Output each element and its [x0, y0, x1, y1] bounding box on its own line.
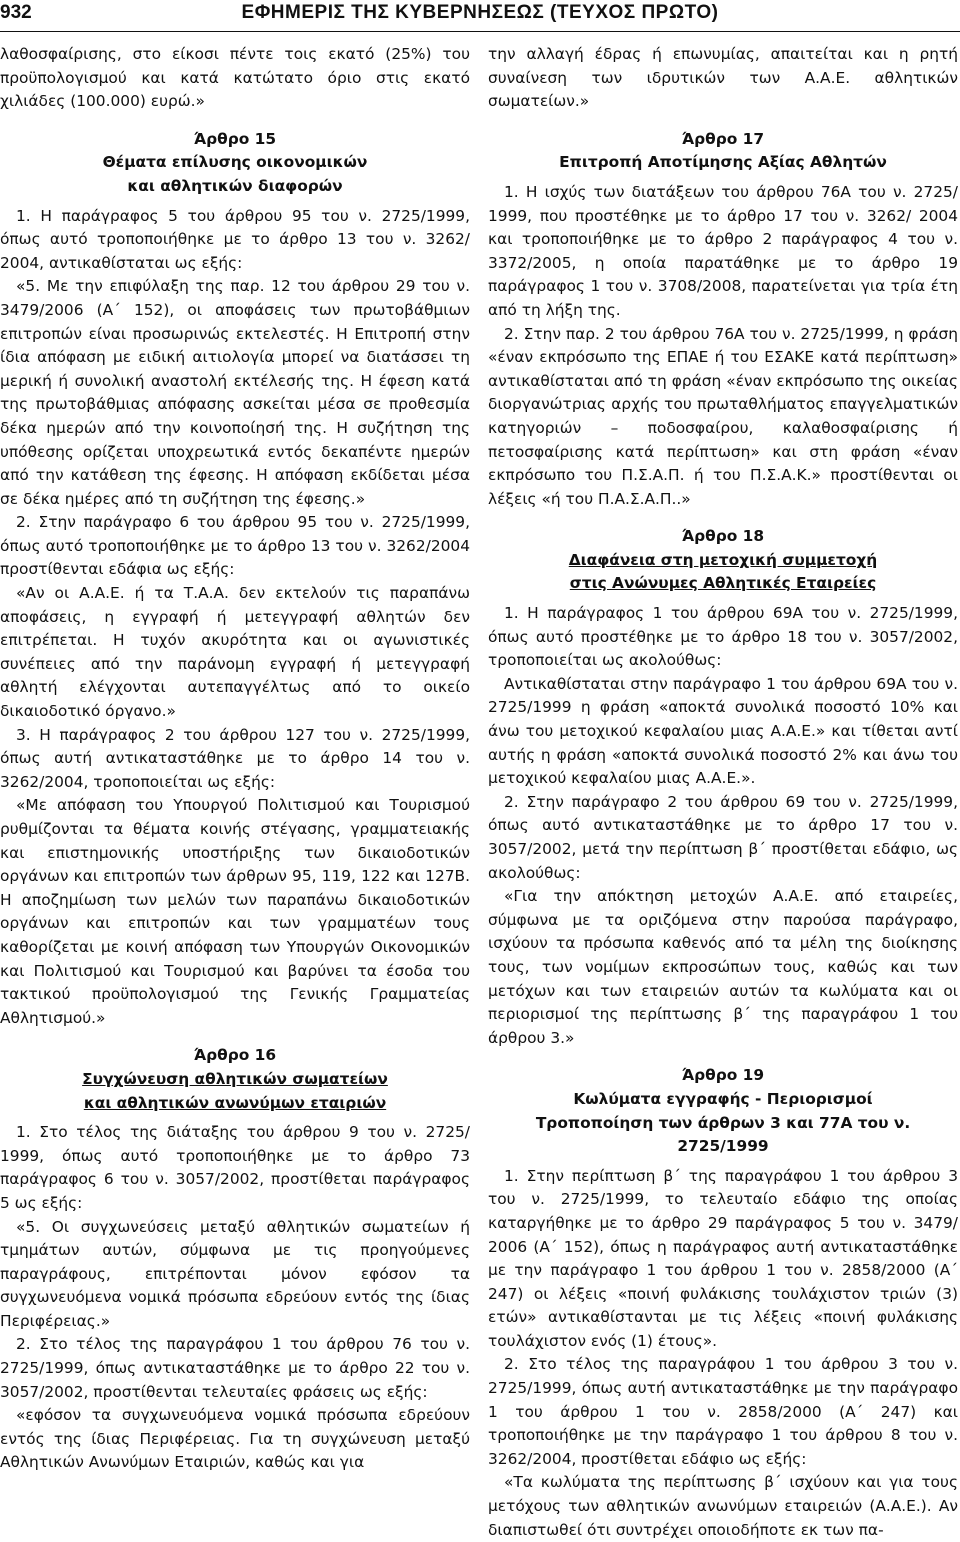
article-17-paragraph-1: 1. Η ισχύς των διατάξεων του άρθρου 76Α του ν. 2725/ 1999, που προστέθηκε με το άρθρο 17 του ν. 3262/ 2004 και τροποποιήθηκε με το άρθρο 2 παράγραφος 4 του ν. 3372/2005, η οποία παρατάθηκε με το άρθρο 19 παράγραφος 1 του ν. 3708/2008, παρατείνεται για τρία έτη από τη λήξη της.: [488, 182, 958, 319]
article-18-paragraph-2: Αντικαθίσταται στην παράγραφο 1 του άρθρου 69Α του ν. 2725/1999 η φράση «αποκτά συνολικά ποσοστό 10% και άνω του μετοχικού κεφαλαίου μιας Α.Α.Ε.» και τίθεται αντί αυτής η φράση «αποκτά συνολικά ποσοστό 2% και άνω του μετοχικού κεφαλαίου μιας Α.Α.Ε.».: [488, 674, 958, 788]
article-18-title-line-2: στις Ανώνυμες Αθλητικές Εταιρείες: [569, 574, 877, 593]
article-15-title-line-1: Θέματα επίλυσης οικονομικών: [102, 153, 368, 172]
article-18-title-line-1: Διαφάνεια στη μετοχική συμμετοχή: [568, 550, 878, 569]
article-15-heading: [0, 128, 470, 199]
article-18-paragraph-1: 1. Η παράγραφος 1 του άρθρου 69Α του ν. 2725/1999, όπως αυτό προστέθηκε με το άρθρο 18 του ν. 3057/2002, τροποποιείται ως ακολούθως:: [488, 604, 958, 670]
article-16-paragraph-1: 1. Στο τέλος της διάταξης του άρθρου 9 του ν. 2725/ 1999, όπως αυτό τροποποιήθηκε με το άρθρο 73 παράγραφος 6 του ν. 3057/2002, προστίθεται παράγραφος 5 ως εξής:: [0, 1123, 470, 1212]
article-19-paragraph-2: 2. Στο τέλος της παραγράφου 1 του άρθρου 3 του ν. 2725/1999, όπως αυτή αντικαταστάθηκε με την παράγραφο 1 του άρθρου 1 του ν. 2858/2000 (Α΄ 247) και τροποποιήθηκε με την παράγραφο 1 του άρθρου 8 του ν. 3262/2004, προστίθεται εδάφιο ως εξής:: [488, 1355, 958, 1468]
article-15-title-line-2: και αθλητικών διαφορών: [127, 176, 343, 195]
article-16-title-line-1: Συγχώνευση αθλητικών σωματείων: [82, 1069, 388, 1088]
article-19-number: Άρθρο 19: [681, 1066, 765, 1085]
article-19-title-line-1: Κωλύματα εγγραφής - Περιορισμοί: [573, 1089, 873, 1108]
page-header: [0, 0, 960, 32]
left-opening-paragraph: λαθοσφαίρισης, στο είκοσι πέντε τοις εκατό (25%) του προϋπολογισμού και κατά κατώτατο όριο στις εκατό χιλιάδες (100.000) ευρώ.»: [0, 45, 470, 111]
article-17-number: Άρθρο 17: [681, 129, 765, 148]
article-16-title-line-2: και αθλητικών ανωνύμων εταιριών: [83, 1093, 387, 1112]
article-15-paragraph-4: «Αν οι Α.Α.Ε. ή τα Τ.Α.Α. δεν εκτελούν τις παραπάνω αποφάσεις, η εγγραφή ή μετεγγραφή αθλητών δεν επιτρέπεται. Η τυχόν ακυρότητα και οι αγωνιστικές συνέπειες από την παράνομη εγγραφή ή μετεγγραφή αθλητή ελέγχονται αυτεπαγγέλτως από το οικείο δικαιοδοτικό όργανο.»: [0, 584, 470, 721]
article-15-number: Άρθρο 15: [193, 129, 277, 148]
article-16-heading: [0, 1044, 470, 1115]
article-15-paragraph-6: «Με απόφαση του Υπουργού Πολιτισμού και Τουρισμού ρυθμίζονται τα θέματα κοινής στέγασης, γραμματειακής και επιστημονικής υποστήριξης των δικαιοδοτικών οργάνων και επιτροπών των άρθρων 95, 119, 122 και 127Β. Η αποζημίωση των μελών των παραπάνω δικαιοδοτικών οργάνων και επιτροπών και των γραμματέων τους καθορίζεται με κοινή απόφαση των Υπουργών Οικονομικών και Πολιτισμού και Τουρισμού και βαρύνει τα έσοδα του τακτικού προϋπολογισμού της Γενικής Γραμματείας Αθλητισμού.»: [0, 796, 470, 1027]
page-number: 932: [0, 2, 32, 23]
article-19-title-line-2: Τροποποίηση των άρθρων 3 και 77Α του ν. 2725/1999: [535, 1113, 911, 1156]
article-15-paragraph-1: 1. Η παράγραφος 5 του άρθρου 95 του ν. 2725/1999, όπως αυτό τροποποιήθηκε με το άρθρο 13 του ν. 3262/ 2004, αντικαθίσταται ως εξής:: [0, 206, 470, 272]
article-18-heading: [488, 525, 958, 596]
article-19-paragraph-3: «Τα κωλύματα της περίπτωσης β΄ ισχύουν και για τους μετόχους των αθλητικών ανωνύμων εταιρειών (Α.Α.Ε.). Αν διαπιστωθεί ότι συντρέχει οποιοδήποτε εκ των πα-: [488, 1473, 958, 1539]
article-18-number: Άρθρο 18: [681, 527, 765, 546]
journal-title: ΕΦΗΜΕΡΙΣ ΤΗΣ ΚΥΒΕΡΝΗΣΕΩΣ (ΤΕΥΧΟΣ ΠΡΩΤΟ): [241, 2, 719, 23]
article-17-title-line-1: Επιτροπή Αποτίμησης Αξίας Αθλητών: [559, 153, 887, 172]
article-19-heading: [488, 1064, 958, 1158]
article-18-paragraph-3: 2. Στην παράγραφο 2 του άρθρου 69 του ν. 2725/1999, όπως αυτό αντικαταστάθηκε με το άρθρο 17 του ν. 3057/2002, μετά την περίπτωση β΄ προστίθεται εδάφιο, ως ακολούθως:: [488, 792, 958, 882]
right-column: [488, 43, 958, 1542]
article-15-paragraph-5: 3. Η παράγραφος 2 του άρθρου 127 του ν. 2725/1999, όπως αυτή αντικαταστάθηκε με το άρθρο 14 του ν. 3262/2004, τροποποιείται ως εξής:: [0, 725, 470, 791]
article-15-paragraph-2: «5. Με την επιφύλαξη της παρ. 12 του άρθρου 29 του ν. 3479/2006 (Α΄ 152), οι αποφάσεις των πρωτοβάθμιων επιτροπών είναι προσωρινώς εκτελεστές. Η Επιτροπή στην ίδια απόφαση με ειδική αιτιολογία μπορεί να διατάσσει τη μερική ή συνολική αναστολή εκτέλεσής της. Η έφεση κατά της πρωτοβάθμιας απόφασης ασκείται μέσα σε προθεσμία δέκα ημερών από την κοινοποίησή της. Η συζήτηση της υπόθεσης ορίζεται υποχρεωτικά εντός δεκαπέντε ημερών από την κατάθεση της έφεσης. Η απόφαση εκδίδεται μέσα σε δέκα ημέρες από τη συζήτηση της έφεσης.»: [0, 277, 470, 508]
article-16-number: Άρθρο 16: [193, 1046, 277, 1065]
left-column: [0, 43, 470, 1475]
article-18-paragraph-4: «Για την απόκτηση μετοχών Α.Α.Ε. από εταιρείες, σύμφωνα με τα οριζόμενα στην παρούσα παράγραφο, ισχύουν τα πρόσωπα καθενός από τα μέλη της διοίκησης τους, των νομίμων εκπροσώπων τους, καθώς και των μετόχων και των εταιρειών αυτών τα κωλύματα και οι περιορισμοί της περίπτωσης β΄ της παραγράφου 1 του άρθρου 3.»: [488, 887, 958, 1047]
article-16-paragraph-3: 2. Στο τέλος της παραγράφου 1 του άρθρου 76 του ν. 2725/1999, όπως αντικαταστάθηκε με το άρθρο 22 του ν. 3057/2002, προστίθενται τελευταίες φράσεις ως εξής:: [0, 1335, 470, 1401]
article-16-paragraph-2: «5. Οι συγχωνεύσεις μεταξύ αθλητικών σωματείων ή τμημάτων αυτών, σύμφωνα με τις προηγούμενες παραγράφους, επιτρέπονται μόνον εφόσον τα συγχωνευόμενα νομικά πρόσωπα εδρεύουν εντός της ίδιας Περιφέρειας.»: [0, 1217, 470, 1330]
article-17-heading: [488, 128, 958, 175]
article-15-paragraph-3: 2. Στην παράγραφο 6 του άρθρου 95 του ν. 2725/1999, όπως αυτό τροποποιήθηκε με το άρθρο 13 του ν. 3262/2004 προστίθενται εδάφια ως εξής:: [0, 513, 470, 579]
article-16-paragraph-4: «εφόσον τα συγχωνευόμενα νομικά πρόσωπα εδρεύουν εντός της ίδιας Περιφέρειας. Για τη συγχώνευση μεταξύ Αθλητικών Ανωνύμων Εταιριών, καθώς και για: [0, 1406, 470, 1472]
right-opening-paragraph: την αλλαγή έδρας ή επωνυμίας, απαιτείται και η ρητή συναίνεση των ιδρυτικών των Α.Α.Ε. αθλητικών σωματείων.»: [488, 45, 958, 111]
article-19-paragraph-1: 1. Στην περίπτωση β΄ της παραγράφου 1 του άρθρου 3 του ν. 2725/1999, το τελευταίο εδάφιο της οποίας καταργήθηκε με το άρθρο 29 παράγραφος 5 του ν. 3479/ 2006 (Α΄ 152), όπως η παράγραφος αυτή αντικαταστάθηκε με την παράγραφο 1 του άρθρου 1 του ν. 2858/2000 (Α΄ 247) οι λέξεις «ποινή φυλάκισης τουλάχιστον τριών (3) ετών» αντικαθίστανται με τις λέξεις «ποινή φυλάκισης τουλάχιστον ενός (1) έτους».: [488, 1166, 958, 1350]
article-17-paragraph-2: 2. Στην παρ. 2 του άρθρου 76Α του ν. 2725/1999, η φράση «έναν εκπρόσωπο της ΕΠΑΕ ή του ΕΣΑΚΕ κατά περίπτωση» αντικαθίσταται από τη φράση «έναν εκπρόσωπο της οικείας διοργανώτριας αρχής του πρωταθλήματος επαγγελματικών κατηγοριών – ποδοσφαίρου, καλαθοσφαίρισης ή πετοσφαίρισης κατά περίπτωση» και στη φράση «έναν εκπρόσωπο του Π.Σ.Α.Π. ή του Π.Σ.Α.Κ.» προστίθενται οι λέξεις «ή του Π.Α.Σ.Α.Π..»: [488, 324, 958, 508]
